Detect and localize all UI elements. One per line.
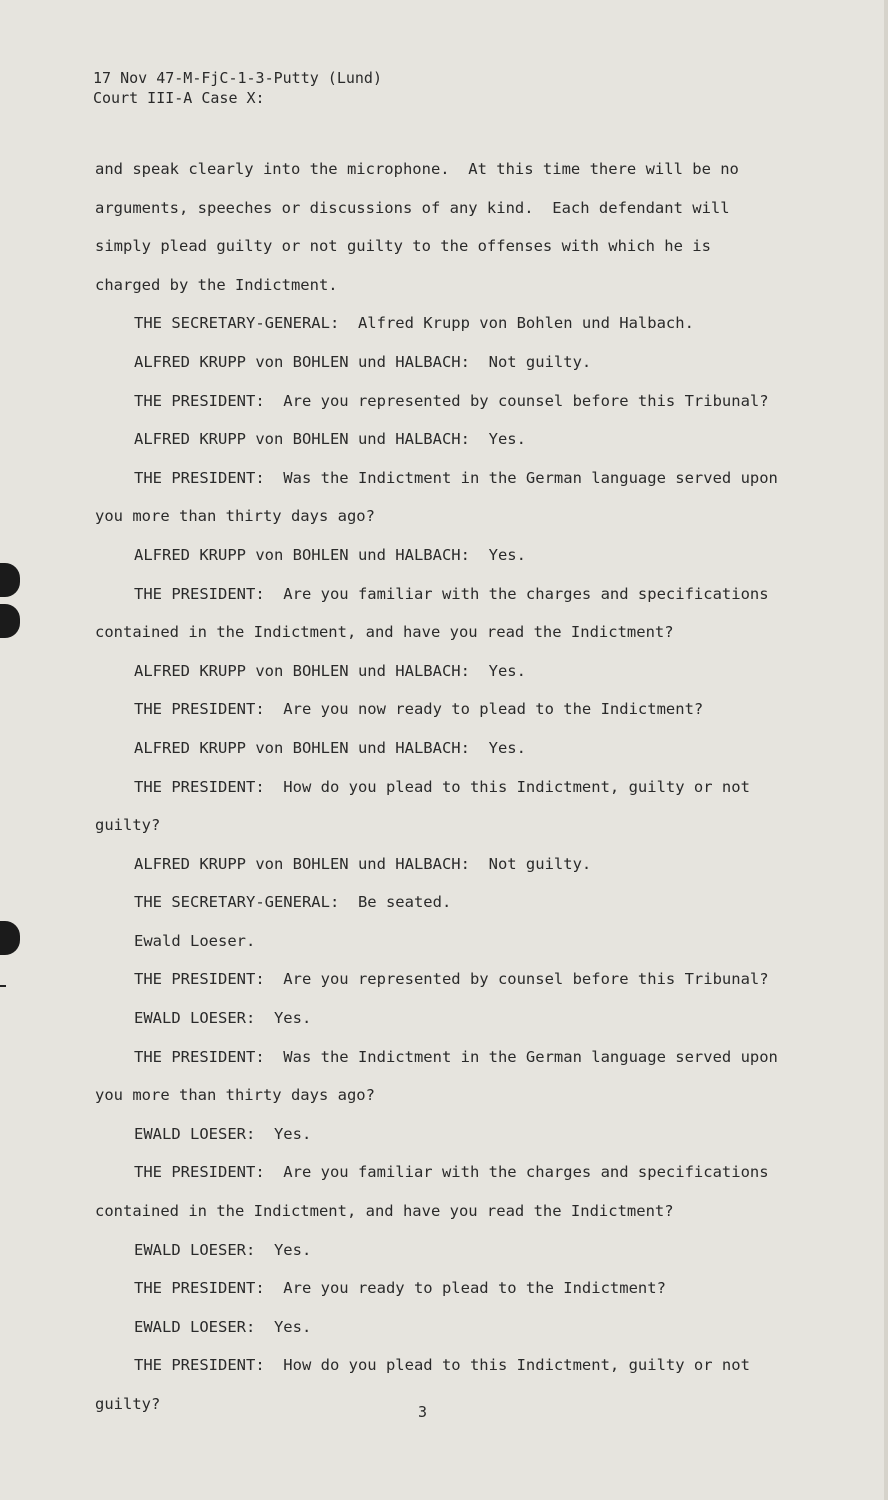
transcript-line: THE PRESIDENT: How do you plead to this Indictment, guilty or not bbox=[134, 1356, 750, 1375]
transcript-line: and speak clearly into the microphone. At this time there will be no bbox=[95, 160, 739, 178]
transcript-line: charged by the Indictment. bbox=[95, 275, 338, 294]
transcript-line: THE SECRETARY-GENERAL: Alfred Krupp von Bohlen und Halbach. bbox=[134, 314, 694, 333]
binder-hole-3 bbox=[0, 921, 20, 955]
page-number: 3 bbox=[418, 1403, 428, 1421]
transcript-line: Ewald Loeser. bbox=[134, 931, 256, 950]
transcript-line: guilty? bbox=[95, 1395, 161, 1413]
transcript-line: ALFRED KRUPP von BOHLEN und HALBACH: Yes. bbox=[134, 430, 526, 449]
transcript-line: THE PRESIDENT: Are you ready to plead to the Indictment? bbox=[134, 1279, 666, 1298]
transcript-line: ALFRED KRUPP von BOHLEN und HALBACH: Yes. bbox=[134, 545, 526, 564]
transcript-body bbox=[95, 150, 835, 1424]
transcript-line: THE PRESIDENT: How do you plead to this Indictment, guilty or not bbox=[134, 777, 750, 796]
header-reference: 17 Nov 47-M-FjC-1-3-Putty (Lund) bbox=[93, 69, 382, 87]
transcript-line: arguments, speeches or discussions of any kind. Each defendant will bbox=[95, 198, 730, 217]
transcript-line: THE PRESIDENT: Was the Indictment in the German language served upon bbox=[134, 468, 778, 487]
transcript-line: EWALD LOESER: Yes. bbox=[134, 1240, 312, 1259]
transcript-line: you more than thirty days ago? bbox=[95, 1086, 375, 1105]
transcript-line: THE PRESIDENT: Are you familiar with the charges and specifications bbox=[134, 584, 769, 603]
transcript-line: THE PRESIDENT: Are you familiar with the charges and specifications bbox=[134, 1163, 769, 1182]
margin-mark bbox=[0, 985, 6, 987]
transcript-line: EWALD LOESER: Yes. bbox=[134, 1124, 312, 1143]
transcript-line: ALFRED KRUPP von BOHLEN und HALBACH: Not guilty. bbox=[134, 352, 592, 371]
transcript-line: THE PRESIDENT: Was the Indictment in the German language served upon bbox=[134, 1047, 778, 1066]
document-header bbox=[93, 68, 382, 108]
transcript-line: contained in the Indictment, and have you read the Indictment? bbox=[95, 1202, 674, 1221]
binder-hole-1 bbox=[0, 563, 20, 597]
transcript-line: guilty? bbox=[95, 816, 161, 835]
header-court-case: Court III-A Case X: bbox=[93, 89, 265, 107]
transcript-line: EWALD LOESER: Yes. bbox=[134, 1009, 312, 1028]
transcript-line: ALFRED KRUPP von BOHLEN und HALBACH: Not guilty. bbox=[134, 854, 592, 873]
transcript-line: ALFRED KRUPP von BOHLEN und HALBACH: Yes. bbox=[134, 661, 526, 680]
paper-edge bbox=[884, 0, 888, 1500]
transcript-line: simply plead guilty or not guilty to the offenses with which he is bbox=[95, 237, 711, 256]
transcript-line: THE PRESIDENT: Are you represented by counsel before this Tribunal? bbox=[134, 391, 769, 410]
transcript-line: THE PRESIDENT: Are you now ready to plead to the Indictment? bbox=[134, 700, 704, 719]
transcript-line: ALFRED KRUPP von BOHLEN und HALBACH: Yes. bbox=[134, 738, 526, 757]
transcript-line: THE PRESIDENT: Are you represented by counsel before this Tribunal? bbox=[134, 970, 769, 989]
transcript-line: contained in the Indictment, and have you read the Indictment? bbox=[95, 623, 674, 642]
transcript-line: you more than thirty days ago? bbox=[95, 507, 375, 526]
binder-hole-2 bbox=[0, 604, 20, 638]
transcript-line: EWALD LOESER: Yes. bbox=[134, 1317, 312, 1336]
transcript-line: THE SECRETARY-GENERAL: Be seated. bbox=[134, 893, 452, 912]
